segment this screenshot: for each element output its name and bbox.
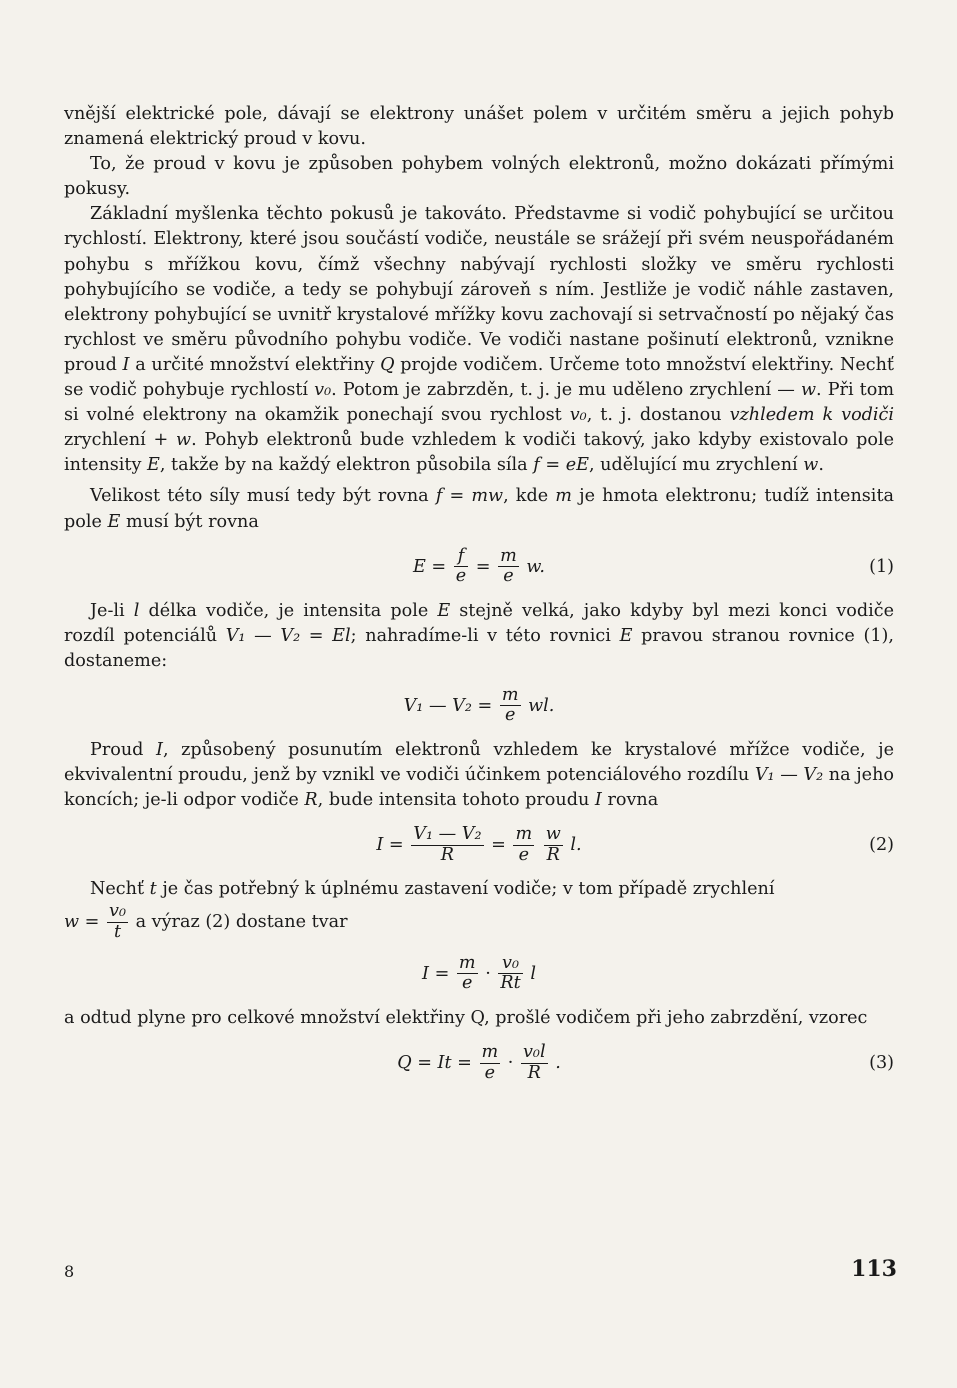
fraction	[498, 954, 522, 994]
text-run: délka vodiče, je intensita pole	[148, 600, 429, 621]
fraction	[544, 825, 563, 865]
text-run: Nechť	[90, 879, 145, 900]
fraction	[411, 825, 483, 865]
text-run: , kde	[503, 486, 549, 507]
fraction	[454, 547, 468, 587]
denominator: R	[527, 1062, 541, 1083]
eq-rest: w.	[526, 556, 545, 577]
denominator: R	[546, 844, 560, 865]
text-run: . Pohyb elektronů bude vzhledem k vodiči takový, jako kdyby existovalo pole intensity	[64, 430, 894, 476]
text-run: , udělující mu zrychlení	[588, 455, 798, 476]
text-run: Je-li	[90, 600, 125, 621]
text-run: Proud	[90, 739, 144, 760]
text-run: je čas potřebný k úplnému zastavení vodiče; v tom případě zrychlení	[162, 879, 775, 900]
eq-operator: =	[491, 835, 506, 856]
symbol-Q: Q	[380, 354, 395, 375]
denominator: e	[455, 566, 467, 587]
emphasis-text: vzhledem k vodiči	[729, 405, 895, 426]
text-run: stejně velká, jako kdyby byl mezi konci vodiče rozdíl potenciálů	[64, 600, 895, 646]
fraction	[513, 825, 534, 865]
numerator: m	[458, 953, 476, 974]
text-run: , bude intensita tohoto proudu	[317, 790, 590, 811]
text-run: musí být rovna	[125, 511, 259, 532]
eq-rest: l	[530, 963, 536, 984]
paragraph-7	[64, 877, 894, 902]
eq-rest: l.	[570, 835, 582, 856]
text-run: Základní myšlenka těchto pokusů je takováto. Představme si vodič pohybující se určitou rychlostí. Elektrony, které jsou součástí vodiče, neustále se srážejí při svém neuspořádaném pohybu s mřížkou kovu, čímž všechny nabývají rychlosti složky ve směru rychlosti pohybujícího se vodiče, a tedy se pohybují zároveň s ním. Jestliže je vodič náhle zastaven, elektrony pohybující se uvnitř krystalové mřížky kovu zachovají si setrvačností po nějaký čas rychlost ve směru původního pohybu vodiče. Ve vodiči nastane pošinutí elektronů, vznikne proud	[64, 204, 894, 375]
equation-3	[64, 1033, 894, 1093]
equation-current	[64, 944, 894, 1004]
text-run: . Při tom si volné elektrony na okamžik ponechají svou rychlost	[64, 380, 895, 426]
formula-inline: f = mw	[435, 486, 504, 507]
symbol-w: w	[176, 430, 192, 451]
page-number: 113	[851, 1256, 897, 1282]
text-run: , t. j. dostanou	[586, 405, 722, 426]
body-text	[64, 102, 894, 1095]
symbol-E: E	[147, 455, 160, 476]
symbol-I: I	[156, 739, 163, 760]
paragraph-8: a odtud plyne pro celkové množství elektřiny Q, prošlé vodičem při jeho zabrzdění, vzorec	[64, 1007, 868, 1028]
printer-signature: 8	[64, 1262, 75, 1281]
symbol-E: E	[107, 511, 121, 532]
eq-lhs: Q = It =	[397, 1053, 472, 1074]
denominator: Rt	[500, 973, 521, 994]
numerator: V₁ — V₂	[413, 824, 482, 845]
equation-number: (3)	[869, 1053, 894, 1074]
eq-lhs: w =	[64, 912, 100, 933]
denominator: e	[518, 844, 530, 865]
paragraph-5	[64, 599, 894, 674]
symbol-R: R	[304, 790, 318, 811]
denominator: t	[113, 921, 122, 942]
equation-voltage	[64, 676, 894, 736]
equation-1	[64, 537, 894, 597]
symbol-l: l	[133, 600, 140, 621]
symbol-I: I	[594, 790, 602, 811]
symbol-E: E	[437, 600, 451, 621]
symbol-I: I	[122, 354, 130, 375]
eq-lhs: I =	[422, 963, 450, 984]
eq-lhs: E =	[413, 556, 447, 577]
numerator: v₀	[109, 901, 126, 922]
text-run: rovna	[607, 790, 659, 811]
symbol-E: E	[619, 625, 633, 646]
text-run: zrychlení +	[64, 430, 169, 451]
fraction	[457, 954, 478, 994]
text-run: . Potom je zabrzděn, t. j. je mu uděleno zrychlení —	[331, 380, 795, 401]
denominator: e	[504, 705, 516, 726]
text-run: ; nahradíme-li v této rovnici	[350, 625, 611, 646]
denominator: e	[503, 566, 514, 587]
numerator: m	[515, 824, 533, 845]
text-run: pravou stranou rovnice (1), dostaneme:	[64, 625, 894, 671]
text-run: Velikost této síly musí tedy být rovna	[90, 486, 429, 507]
formula-inline: f = eE	[533, 455, 589, 476]
eq-rest: wl.	[528, 695, 555, 716]
eq-operator: ·	[485, 963, 491, 984]
numerator: m	[501, 685, 519, 706]
text-run: , takže by na každý elektron působila síla	[159, 455, 528, 476]
symbol-w: w	[803, 455, 819, 476]
numerator: v₀l	[522, 1042, 546, 1063]
eq-operator: =	[475, 556, 491, 577]
eq-lhs: V₁ — V₂ =	[403, 695, 493, 716]
paragraph-6	[64, 738, 894, 813]
text-run: projde vodičem. Určeme toto množství elektřiny. Nechť se vodič pohybuje rychlostí	[64, 354, 895, 401]
text-run: a výraz (2) dostane tvar	[135, 912, 348, 933]
denominator: e	[462, 973, 473, 994]
numerator: w	[545, 824, 561, 845]
text-run: , způsobený posunutím elektronů vzhledem ke krystalové mřížce vodiče, je ekvivalentní proudu, jenž by vznikl ve vodiči účinkem potenciálového rozdílu	[64, 739, 894, 785]
denominator: e	[484, 1062, 496, 1083]
paragraph-1: vnější elektrické pole, dávají se elektrony unášet polem v určitém směru a jejich pohyb znamená elektrický proud v kovu.	[64, 104, 894, 150]
text-run: je hmota elektronu; tudíž intensita pole	[64, 486, 894, 532]
paragraph-4	[64, 484, 894, 534]
symbol-t: t	[149, 879, 157, 900]
symbol-v0: v₀	[314, 380, 332, 401]
symbol-m: m	[555, 486, 572, 507]
equation-number: (2)	[869, 835, 894, 856]
symbol-w: w	[800, 380, 817, 401]
paragraph-7-formula-line	[64, 902, 894, 942]
fraction	[521, 1043, 548, 1083]
paragraph-3: Základní myšlenka těchto pokusů je takováto. Představme si vodič pohybující se určitou rychlostí. Elektrony, které jsou součástí vodiče, neustále se srážejí při svém neuspořádaném pohybu s mřížkou kovu, čímž všechny nabývají rychlosti složky ve směru rychlosti pohybujícího se vodiče, a tedy se pohybují zároveň s ním. Jestliže je vodič náhle zastaven, elektrony pohybující se uvnitř krystalové mřížky kovu zachovají si setrvačností po nějaký čas rychlost ve směru původního pohybu vodiče. Ve vodiči nastane pošinutí elektronů, vznikne proud I a určité množství elektřiny Q projde vodičem. Určeme toto množství elektřiny. Nechť se vodič pohybuje rychlostí v₀. Potom je zabrzděn, t. j. je mu uděleno zrychlení — w. Při tom si volné elektrony na okamžik ponechají svou rychlost v₀, t. j. dostanou vzhledem k vodiči zrychlení + w. Pohyb elektronů bude vzhledem k vodiči takový, jako kdyby existovalo pole intensity E, takže by na každý elektron působila síla f = eE, udělující mu zrychlení w.	[64, 204, 895, 476]
text-run: na jeho koncích; je-li odpor vodiče	[64, 764, 894, 811]
fraction	[480, 1043, 501, 1083]
numerator: v₀	[498, 954, 522, 974]
formula-inline: V₁ — V₂ = El	[225, 625, 351, 646]
text-run: a určité množství elektřiny	[135, 354, 375, 375]
numerator: m	[481, 1042, 499, 1063]
equation-number: (1)	[869, 556, 894, 577]
numerator: m	[500, 545, 517, 566]
fraction	[107, 902, 128, 942]
eq-operator: ·	[507, 1053, 514, 1074]
symbol-v0: v₀	[569, 405, 587, 426]
fraction	[500, 686, 521, 726]
equation-2	[64, 815, 894, 875]
numerator: f	[454, 547, 468, 567]
fraction	[498, 547, 519, 587]
formula-inline: V₁ — V₂	[754, 764, 824, 785]
denominator: R	[440, 844, 454, 865]
paragraph-2: To, že proud v kovu je způsoben pohybem volných elektronů, možno dokázati přímými pokusy.	[64, 154, 894, 200]
eq-rest: .	[555, 1053, 561, 1074]
eq-lhs: I =	[376, 835, 404, 856]
